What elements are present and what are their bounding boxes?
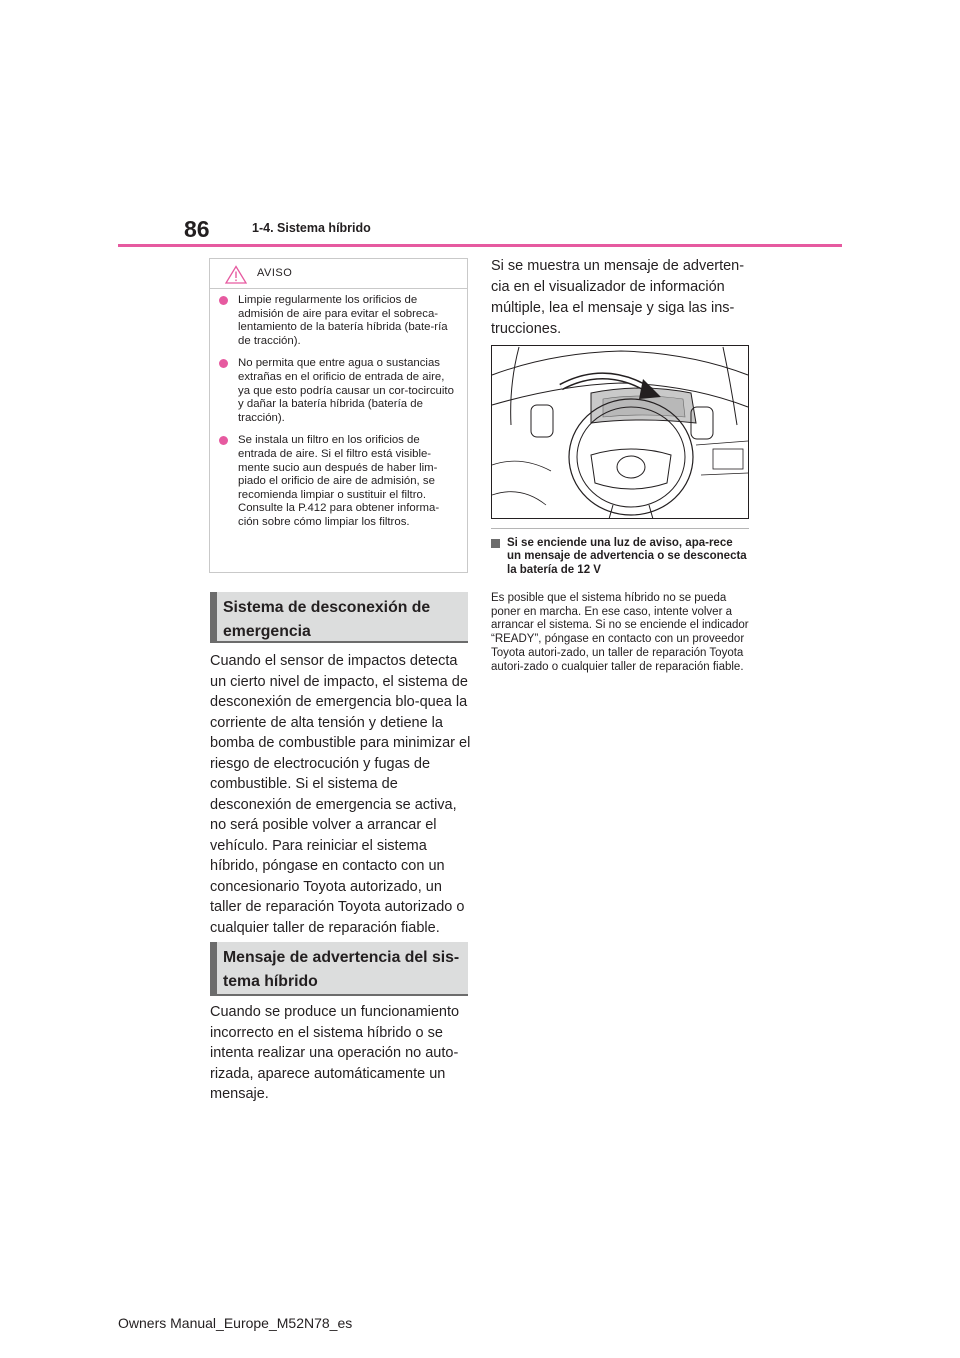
- emergency-body: Cuando el sensor de impactos detecta un cierto nivel de impacto, el sistema de desconexión de emergencia blo-quea la corriente de alta tensión y detiene la bomba de combustible para minimizar el riesgo de electrocución y fugas de combustible. Si el sistema de desconexión de emergencia se activa, no será posible volver a arrancar el vehículo. Para reiniciar el sistema híbrido, póngase en contacto con un concesionario Toyota autorizado, un taller de reparación Toyota autorizado o cualquier taller de reparación fiable.: [210, 653, 471, 936]
- warning-box: [209, 258, 468, 573]
- heading-rule: [210, 641, 468, 643]
- intro-text: Si se muestra un mensaje de adverten-cia en el visualizador de información múltiple, lea el mensaje y siga las ins-trucciones.: [491, 258, 745, 337]
- warning-triangle-icon: [225, 265, 247, 284]
- page-number: 86: [184, 216, 210, 242]
- warning-item: [219, 357, 457, 425]
- subheading-text: Si se enciende una luz de aviso, apa-rece un mensaje de advertencia o se desconecta la batería de 12 V: [507, 537, 747, 576]
- warning-item: [219, 294, 457, 348]
- footer-text: Owners Manual_Europe_M52N78_es: [118, 1315, 353, 1331]
- dashboard-illustration: [491, 345, 749, 519]
- emergency-heading: Sistema de desconexión de emergencia: [210, 592, 468, 642]
- section-title: 1-4. Sistema híbrido: [252, 221, 371, 235]
- warning-title: AVISO: [257, 267, 293, 279]
- header-rule: [118, 244, 842, 247]
- warning-item-text: Se instala un filtro en los orificios de entrada de aire. Si el filtro está visible-mente sucio aun después de haber lim-piado el orificio de aire de admisión, se recomienda limpiar o sustituir el filtro. Consulte la P.412 para obtener informa-ción sobre cómo limpiar los filtros.: [238, 434, 440, 528]
- subheading-body: Es posible que el sistema híbrido no se pueda poner en marcha. En ese caso, intente volver a arrancar el sistema. Si no se enciende el indicador “READY”, póngase en contacto con un proveedor Toyota autori-zado, un taller de reparación Toyota autori-zado o cualquier taller de reparación fiable.: [491, 592, 749, 673]
- bullet-dot-icon: [219, 436, 228, 445]
- bullet-dot-icon: [219, 296, 228, 305]
- figure-rule: [491, 528, 749, 529]
- square-bullet-icon: [491, 539, 500, 548]
- warning-header: [210, 259, 467, 289]
- warning-item: [219, 434, 457, 529]
- bullet-dot-icon: [219, 359, 228, 368]
- warning-item-text: No permita que entre agua o sustancias extrañas en el orificio de entrada de aire, ya que esto podría causar un cor-tocircuito y dañar la batería híbrida (batería de tracción).: [238, 357, 454, 424]
- heading-rule: [210, 994, 468, 996]
- subheading: [491, 537, 749, 577]
- hybrid-warning-heading: Mensaje de advertencia del sis-tema híbrido: [210, 942, 468, 994]
- warning-item-text: Limpie regularmente los orificios de admisión de aire para evitar el sobreca-lentamiento de la batería híbrida (bate-ría de tracción).: [238, 294, 448, 347]
- hybrid-warning-body: Cuando se produce un funcionamiento incorrecto en el sistema híbrido o se intenta realizar una operación no auto-rizada, aparece automáticamente un mensaje.: [210, 1004, 460, 1102]
